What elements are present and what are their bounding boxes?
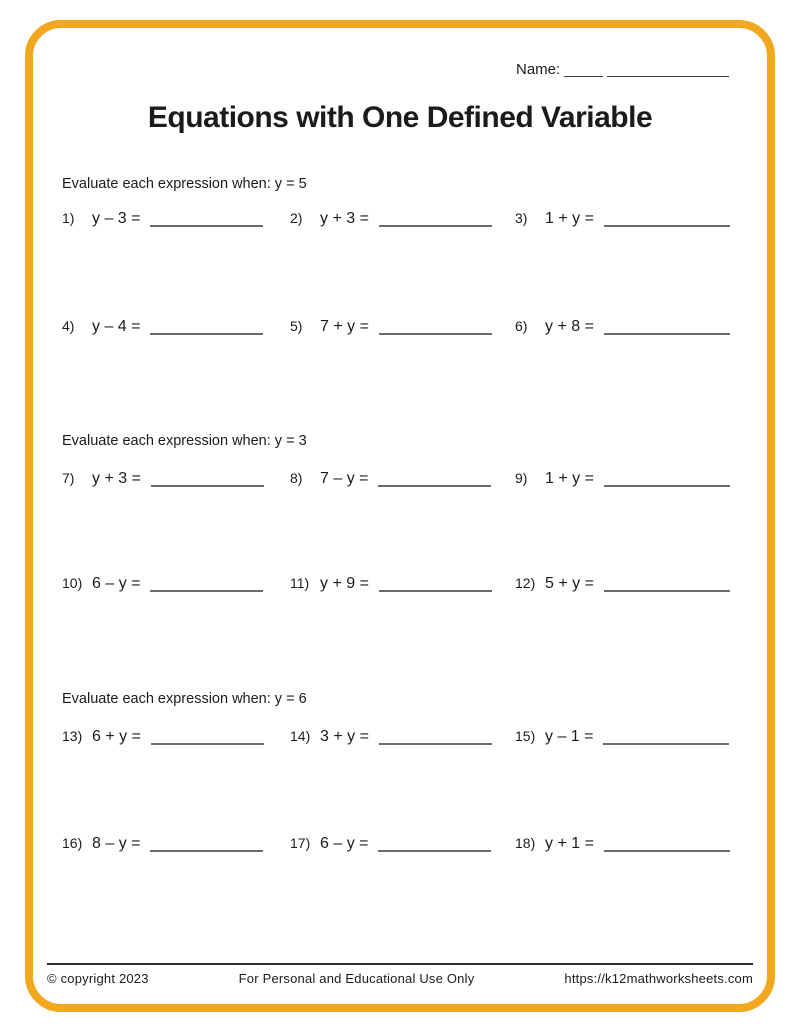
footer (47, 971, 753, 986)
answer-blank (379, 590, 492, 592)
answer-blank (151, 485, 264, 487)
problem-2 (290, 210, 515, 228)
problem-12 (515, 575, 740, 593)
problem-expression: y – 3 = (92, 210, 141, 227)
problem-expression: 6 – y = (320, 835, 369, 852)
problem-number: 11) (290, 575, 310, 591)
answer-blank (604, 590, 730, 592)
answer-blank (379, 333, 492, 335)
problem-4 (62, 318, 290, 336)
problem-16 (62, 835, 290, 853)
problem-number: 2) (290, 210, 303, 226)
problem-row-6 (62, 835, 740, 853)
problem-expression: y + 3 = (320, 210, 369, 227)
answer-blank (378, 850, 491, 852)
answer-blank (604, 485, 730, 487)
problem-7 (62, 470, 290, 488)
problem-number: 15) (515, 728, 536, 744)
problem-expression: 7 – y = (320, 470, 369, 487)
problem-number: 14) (290, 728, 311, 744)
section-3-instruction: Evaluate each expression when: y = 6 (62, 691, 307, 707)
page-title: Equations with One Defined Variable (147, 101, 653, 134)
problem-expression: 3 + y = (320, 728, 369, 745)
section-1-instruction: Evaluate each expression when: y = 5 (62, 176, 307, 192)
answer-blank (603, 743, 729, 745)
problem-number: 7) (62, 470, 75, 486)
problem-number: 9) (515, 470, 528, 486)
problem-17 (290, 835, 515, 853)
problem-expression: 6 + y = (92, 728, 141, 745)
problem-14 (290, 728, 515, 746)
problem-number: 6) (515, 318, 528, 334)
answer-blank (150, 850, 263, 852)
problem-number: 1) (62, 210, 75, 226)
answer-blank (379, 225, 492, 227)
usage-text: For Personal and Educational Use Only (238, 971, 475, 986)
problem-expression: 6 – y = (92, 575, 141, 592)
problem-number: 16) (62, 835, 83, 851)
problem-row-5 (62, 728, 740, 746)
problem-expression: y + 1 = (545, 835, 594, 852)
problem-5 (290, 318, 515, 336)
problem-number: 18) (515, 835, 536, 851)
problem-9 (515, 470, 740, 488)
answer-blank (150, 590, 263, 592)
problem-number: 10) (62, 575, 83, 591)
answer-blank (604, 333, 730, 335)
decorative-border (25, 20, 775, 1012)
name-blank-line (607, 76, 729, 77)
problem-15 (515, 728, 740, 746)
website-url: https://k12mathworksheets.com (564, 971, 753, 986)
problem-expression: 5 + y = (545, 575, 594, 592)
problem-number: 13) (62, 728, 83, 744)
problem-number: 8) (290, 470, 303, 486)
problem-3 (515, 210, 740, 228)
answer-blank (604, 225, 730, 227)
name-field (516, 61, 729, 78)
problem-18 (515, 835, 740, 853)
footer-divider (47, 963, 753, 965)
problem-row-1 (62, 210, 740, 228)
problem-row-2 (62, 318, 740, 336)
problem-1 (62, 210, 290, 228)
section-2-instruction: Evaluate each expression when: y = 3 (62, 433, 307, 449)
problem-expression: 1 + y = (545, 470, 594, 487)
problem-number: 3) (515, 210, 528, 226)
problem-number: 5) (290, 318, 303, 334)
problem-number: 12) (515, 575, 536, 591)
answer-blank (379, 743, 492, 745)
problem-expression: y + 3 = (92, 470, 141, 487)
problem-13 (62, 728, 290, 746)
problem-row-4 (62, 575, 740, 593)
problem-number: 17) (290, 835, 311, 851)
problem-expression: y + 9 = (320, 575, 369, 592)
problem-6 (515, 318, 740, 336)
problem-10 (62, 575, 290, 593)
answer-blank (604, 850, 730, 852)
problem-8 (290, 470, 515, 488)
problem-expression: y + 8 = (545, 318, 594, 335)
problem-expression: 8 – y = (92, 835, 141, 852)
problem-expression: 7 + y = (320, 318, 369, 335)
problem-expression: y – 4 = (92, 318, 141, 335)
answer-blank (150, 333, 263, 335)
problem-expression: y – 1 = (545, 728, 594, 745)
answer-blank (151, 743, 264, 745)
answer-blank (150, 225, 263, 227)
problem-row-3 (62, 470, 740, 488)
problem-11 (290, 575, 515, 593)
answer-blank (378, 485, 491, 487)
copyright-text: © copyright 2023 (47, 971, 149, 986)
problem-number: 4) (62, 318, 75, 334)
name-blank-line (564, 76, 603, 77)
name-label: Name: (516, 61, 561, 78)
problem-expression: 1 + y = (545, 210, 594, 227)
